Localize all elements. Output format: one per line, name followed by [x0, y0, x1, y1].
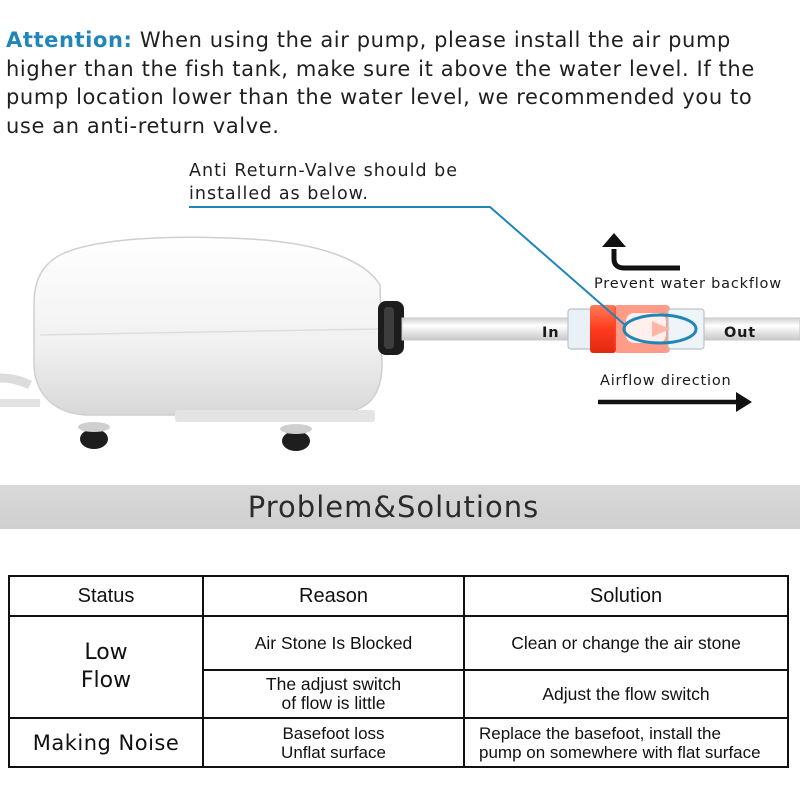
header-reason: Reason — [299, 584, 368, 607]
reason-basefoot-line1: Basefoot loss — [282, 723, 385, 743]
power-cord — [0, 378, 30, 385]
reason-adjust-switch-line1: The adjust switch — [265, 674, 402, 694]
reason-adjust-switch-line2: of flow is little — [281, 693, 386, 713]
backflow-arrow-icon — [614, 249, 680, 268]
attention-paragraph — [6, 26, 796, 140]
valve-note-line1: Anti Return-Valve should be — [189, 161, 459, 181]
status-making-noise: Making Noise — [32, 730, 180, 755]
prevent-backflow-label: Prevent water backflow — [594, 276, 782, 292]
solution-air-stone: Clean or change the air stone — [511, 632, 741, 653]
out-label: Out — [724, 325, 756, 341]
reason-basefoot — [204, 719, 463, 766]
solution-basefoot-line1: Replace the basefoot, install the — [479, 723, 721, 743]
pump-valve-illustration — [0, 205, 800, 465]
valve-note — [189, 160, 458, 206]
attention-label: Attention: — [6, 28, 133, 52]
problem-solutions-table — [8, 575, 789, 768]
problem-solutions-banner — [0, 485, 800, 529]
reason-air-stone: Air Stone Is Blocked — [254, 632, 413, 653]
air-pump — [34, 237, 404, 451]
valve-note-line2: installed as below. — [189, 184, 369, 204]
attention-text: When using the air pump, please install the air pump higher than the fish tank, make sure it above the water level. If the pump location lower than the water level, we recommended you to use an anti-return valve. — [6, 28, 755, 138]
status-low-flow-line1: Low — [84, 640, 128, 665]
solution-basefoot-line2: pump on somewhere with flat surface — [479, 742, 761, 762]
status-low-flow-line2: Flow — [80, 668, 132, 693]
airflow-direction-label: Airflow direction — [600, 373, 732, 389]
solution-basefoot — [465, 719, 787, 766]
in-label: In — [542, 325, 560, 341]
reason-adjust-switch — [204, 671, 463, 717]
reason-basefoot-line2: Unflat surface — [281, 742, 386, 762]
anti-return-valve — [568, 305, 704, 353]
banner-title: Problem&Solutions — [247, 490, 540, 524]
solution-adjust-switch: Adjust the flow switch — [542, 683, 710, 704]
header-status: Status — [77, 584, 135, 607]
header-solution: Solution — [589, 584, 663, 607]
status-low-flow — [10, 617, 202, 717]
